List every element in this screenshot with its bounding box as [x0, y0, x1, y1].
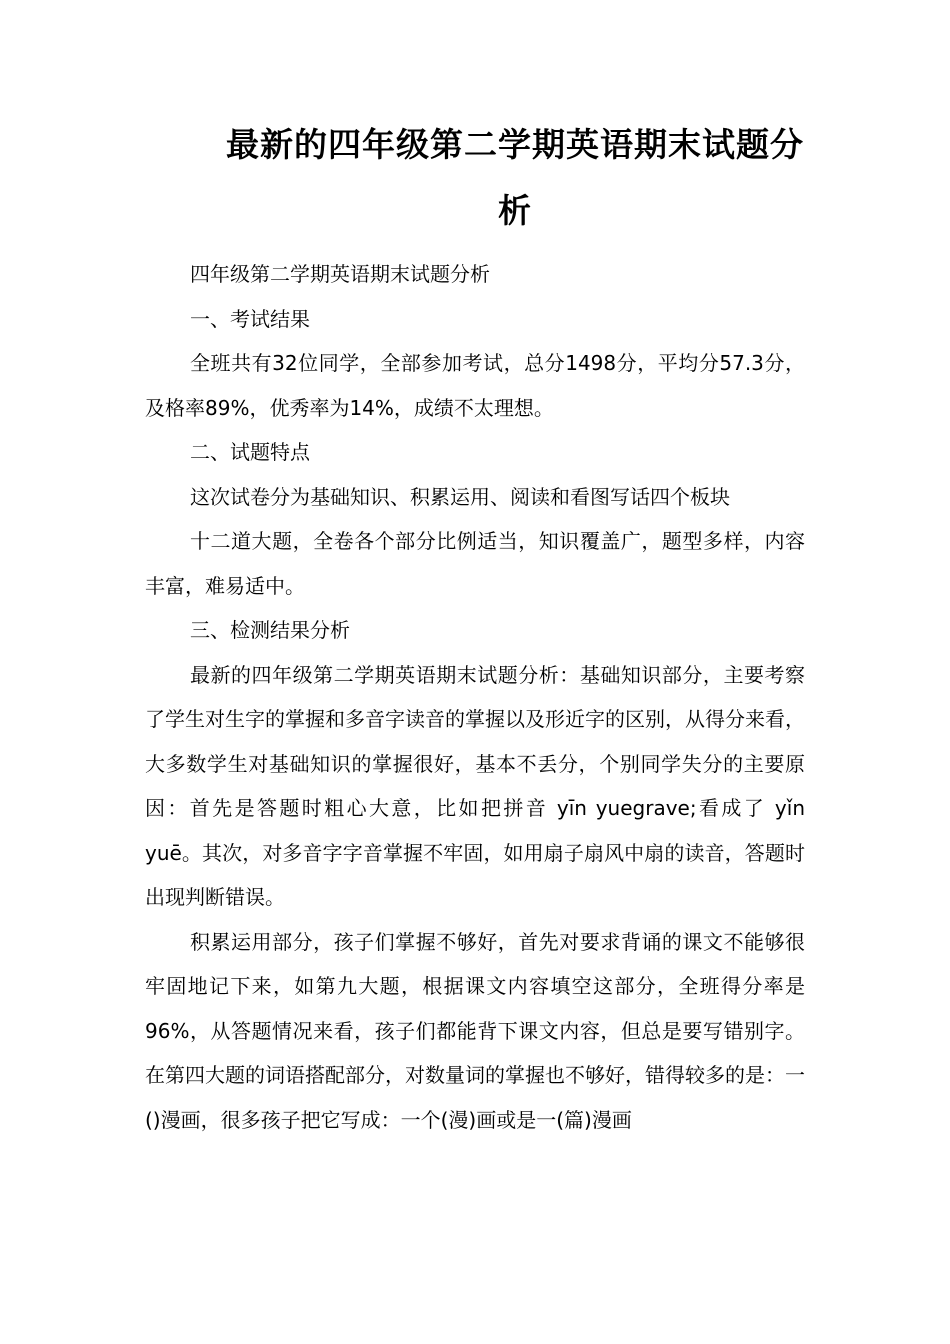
section-heading-analysis: 三、检测结果分析 — [190, 618, 350, 642]
paragraph-analysis-usage: 积累运用部分，孩子们掌握不够好，首先对要求背诵的课文不能够很牢固地记下来，如第九大题，根据课文内容填空这部分，全班得分率是96%，从答题情况来看，孩子们都能背下课文内容，但总是要写错别字。在第四大题的词语搭配部分，对数量词的掌握也不够好，错得较多的是：一()漫画，很多孩子把它写成：一个(漫)画或是一(篇)漫画 — [145, 929, 805, 1132]
paragraph-features-line2: 十二道大题，全卷各个部分比例适当，知识覆盖广，题型多样，内容丰富，难易适中。 — [145, 529, 805, 598]
paragraph-features-line1: 这次试卷分为基础知识、积累运用、阅读和看图写话四个板块 — [190, 484, 730, 509]
paragraph-exam-results: 全班共有32位同学，全部参加考试，总分1498分，平均分57.3分，及格率89%，优秀率为14%，成绩不太理想。 — [145, 351, 805, 420]
document-body — [145, 252, 805, 1142]
section-heading-features: 二、试题特点 — [190, 440, 310, 464]
paragraph-subtitle: 四年级第二学期英语期末试题分析 — [190, 262, 490, 286]
document-title: 最新的四年级第二学期英语期末试题分析 — [226, 125, 804, 230]
paragraph-analysis-basics: 最新的四年级第二学期英语期末试题分析：基础知识部分，主要考察了学生对生字的掌握和多音字读音的掌握以及形近字的区别，从得分来看，大多数学生对基础知识的掌握很好，基本不丢分，个别同学失分的主要原因：首先是答题时粗心大意，比如把拼音 yīn yuegrave;看成了 yǐn yuē。其次，对多音字字音掌握不牢固，如用扇子扇风中扇的读音，答题时出现判断错误。 — [145, 662, 805, 909]
section-heading-exam-results: 一、考试结果 — [190, 306, 310, 331]
